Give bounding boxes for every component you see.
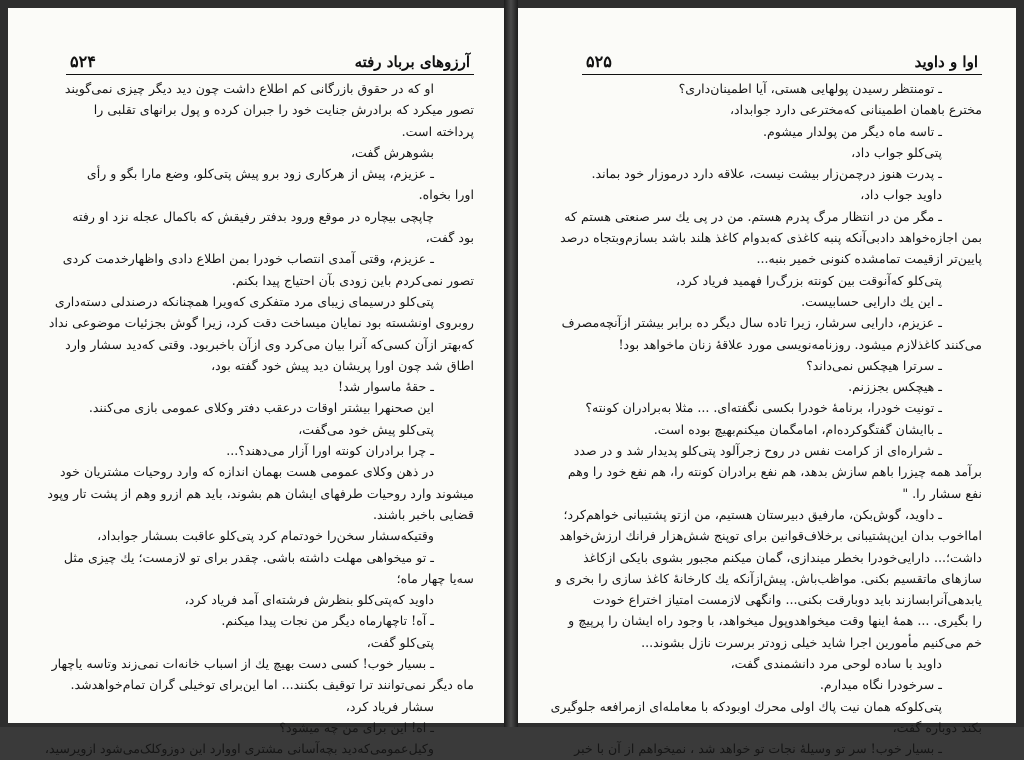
text-line: ـ پدرت هنوز درچمن‌زار بیشت نیست، علاقه دارد درموزار خود بماند. (591, 166, 942, 182)
left-page-body (44, 78, 474, 760)
text-line: ـ بسیار خوب! سر تو وسیلهٔ نجات تو خواهد شد ، نمیخواهم از آن با خبر (574, 741, 942, 757)
text-line: ـ تاسه ماه دیگر من پولدار میشوم. (762, 123, 942, 139)
text-line: ـ تو میخواهی مهلت داشته باشی. چقدر برای تو لازمست؛ یك چیزی مثل (63, 549, 434, 565)
text-line: داوید که‌پتی‌کلو بنظرش فرشته‌ای آمد فریاد کرد، (184, 592, 434, 608)
text-line: ـ تونیت خودرا، برنامهٔ خودرا بکسی نگفته‌ای. ... مثلا به‌برادران کونته؟ (585, 400, 942, 416)
text-line: اطاق شد چون اورا پریشان دید پیش خود گفته بود، (211, 357, 474, 373)
text-line: ـ اه! این برای من چه میشود؟ (279, 719, 434, 735)
text-line: خم می‌کنیم مأمورین اجرا شاید خیلی زودتر برسرت نازل بشوند... (641, 634, 982, 650)
text-line: سه‌یا چهار ماه؛ (396, 570, 474, 586)
text-line: ماه دیگر نمی‌توانند ترا توقیف بکنند... اما این‌برای توخیلی گران تمام‌خواهدشد. (70, 677, 474, 693)
text-line: ـ تومنتظر رسیدن پولهایی هستی، آیا اطمینان‌داری؟ (678, 81, 942, 96)
text-line: را بگیری. ... همهٔ اینها وقت میخواهد‌وپول میخواهد، با وجود راه ایشان را پرپیچ و (568, 613, 982, 629)
text-line: یابدهی‌آنرابسازند باید دوبارقت بکنی... وانگهی لازمست امتیاز اختراع خودت (592, 592, 982, 608)
text-line: ـ شراره‌ای از کرامت نفس در روح زجرآلود پتی‌کلو پدیدار شد و در صدد (573, 443, 942, 459)
text-line: ـ بسیار خوب! کسی دست بهیچ یك از اسباب خانه‌ات نمی‌زند وتاسه یاچهار (51, 656, 434, 672)
text-line: پتی‌کلو درسیمای زیبای مرد متفکری که‌ویرا همچنانکه درصندلی دسته‌داری (54, 293, 434, 309)
text-line: بمن اجازه‌خواهد دادبی‌آنکه پنبه کاغذی که‌بدوام کاغذ هلند باشد بسازم‌وبتجاه درصد (560, 230, 982, 246)
text-line: ـ داوید، گوش‌بکن، مارفیق دبیرستان هستیم، من ازتو پشتیبانی خواهم‌کرد؛ (563, 506, 942, 522)
text-line: پتی‌کلو گفت، (366, 634, 434, 650)
text-line: پتی‌کلو که‌آنوقت بین کونته بزرگ‌را فهمید فریاد کرد، (675, 272, 942, 288)
left-page-header (66, 48, 474, 75)
text-line: پایین‌تر ازقیمت تمامشده کنونی خمیر بنبه... (756, 251, 982, 267)
text-line: ـ این یك دارایی حسابیست. (801, 293, 942, 309)
right-page-body (550, 78, 982, 760)
text-line: وقتیکه‌سشار سخن‌را خودتمام کرد پتی‌کلو عاقبت بسشار جوابداد، (97, 528, 434, 544)
right-page-title: اوا و داوید (914, 53, 978, 71)
text-line: این صحنهرا بیشتر اوقات درعقب دفتر وکلای عمومی بازی می‌کنند. (88, 400, 434, 416)
text-line: که‌بهتر ازآن کسی‌که آنرا بیان می‌کرد وی ازآن باخبربود. وقتی که‌دید سشار وارد (65, 336, 474, 352)
text-line: چاپچی بیچاره در موقع ورود بدفتر رفیقش که باکمال عجله نزد او رفته (72, 208, 434, 224)
text-line: قضایی باخبر باشند. (373, 506, 474, 522)
text-line: بود گفت، (425, 230, 474, 246)
text-line: تصور میکرد که برادرش جنایت خود را جبران کرده و پول برانهای تقلبی را (93, 102, 474, 118)
text-line: امااخوب بدان این‌پشتیبانی برخلاف‌قوانین برای توپنج شش‌هزار فرانك ارزش‌خواهد (559, 528, 982, 544)
right-page-number: ۵۲۵ (586, 52, 612, 71)
text-line: وکیل‌عمومی‌که‌دید بچه‌آسانی مشتری اووارد این دوزوکلک‌می‌شود ازویرسید، (44, 741, 434, 757)
text-line: روبروی اونشسته بود نمایان میساخت دقت کرد، زیرا گوش بجزئیات موضوعی نداد (48, 315, 474, 331)
text-line: ـ عزیزم، وقتی آمدی انتصاب خودرا بمن اطلاع دادی واظهارخدمت کردی (62, 251, 434, 267)
text-line: برآمد همه چیزرا باهم سازش بدهد، هم نفع برادران کونته را، هم نفع خود را وهم (567, 464, 982, 480)
text-line: ـ هیچکس بجززنم. (848, 379, 942, 395)
text-line: میشوند وارد روحیات طرفهای ایشان هم بشوند، باید هم ازرو وهم از پشت تار وپود (47, 485, 474, 501)
left-page (8, 8, 504, 757)
text-line: ـ سرخودرا نگاه میدارم. (819, 677, 942, 693)
text-line: او که در حقوق بازرگانی کم اطلاع داشت چون دید دیگر چیزی نمی‌گویند (64, 81, 434, 96)
right-page (518, 8, 1016, 757)
text-line: مخترع باهمان اطمینانی که‌مخترعی دارد جوابداد، (729, 102, 982, 118)
text-line: بشوهرش گفت، (350, 144, 434, 160)
text-line: ـ مگر من در انتظار مرگ پدرم هستم. من در پی یك سر صنعتی هستم که (564, 208, 942, 224)
text-line: ـ چرا برادران کونته اورا آزار می‌دهند؟... (226, 443, 434, 459)
text-line: ـ عزیزم، دارایی سرشار، زیرا تاده سال دیگر ده برابر بیشتر ازآنچه‌مصرف (561, 315, 942, 331)
text-line: پرداخته است. (401, 123, 474, 139)
text-line: در ذهن وکلای عمومی هست بهمان اندازه که وارد روحیات مشتریان خود (60, 464, 434, 480)
text-line: ـ حقهٔ ماسوار شد! (337, 379, 434, 395)
text-line: ـ باایشان گفتگوکرده‌ام، امامگمان میکنم‌بهیچ بوده است. (653, 421, 942, 437)
text-line: می‌کنند کاغذلازم میشود. روزنامه‌نویسی مورد علاقهٔ زنان ماخواهد بود! (618, 336, 982, 352)
text-line: پتی‌کلوکه همان نیت پاك اولی محرك اوبودکه با معامله‌ای ازمرافعه جلوگیری (550, 698, 942, 714)
text-line: ـ سرترا هیچکس نمی‌داند؟ (806, 357, 942, 373)
text-line: سازهای ماتقسیم بکنی. مواظب‌باش. پیش‌ازآنکه یك کارخانهٔ کاغذ سازی را بخری و (555, 570, 982, 586)
text-line: داشت؛... دارایی‌خودرا بخطر میندازی، گمان میکنم مجبور بشوی بایکی ازکاغذ (583, 549, 982, 565)
text-line: نفع سشار را. " (902, 485, 982, 501)
text-line: تصور نمی‌کردم باین زودی بآن احتیاج پیدا بکنم. (231, 272, 474, 288)
text-line: اورا بخواه. (418, 187, 474, 203)
text-line: پتی‌کلو جواب داد، (851, 144, 942, 160)
text-line: ـ آه! تاچهارماه دیگر من نجات پیدا میکنم. (221, 613, 434, 629)
right-page-header (582, 48, 982, 75)
text-line: داوید با ساده لوحی مرد دانشمندی گفت، (730, 656, 942, 672)
text-line: ـ عزیزم، پیش از هرکاری زود برو پیش پتی‌کلو، وضع مارا بگو و رأی (86, 166, 434, 182)
text-line: داوید جواب داد، (860, 187, 942, 203)
text-line: پتی‌کلو پیش خود می‌گفت، (298, 421, 434, 437)
left-page-title: آرزوهای برباد رفته (354, 53, 470, 71)
book-gutter (504, 0, 518, 727)
left-page-number: ۵۲۴ (70, 52, 96, 71)
text-line: سشار فریاد کرد، (345, 698, 434, 714)
text-line: بکند دوباره گفت، (892, 719, 982, 735)
